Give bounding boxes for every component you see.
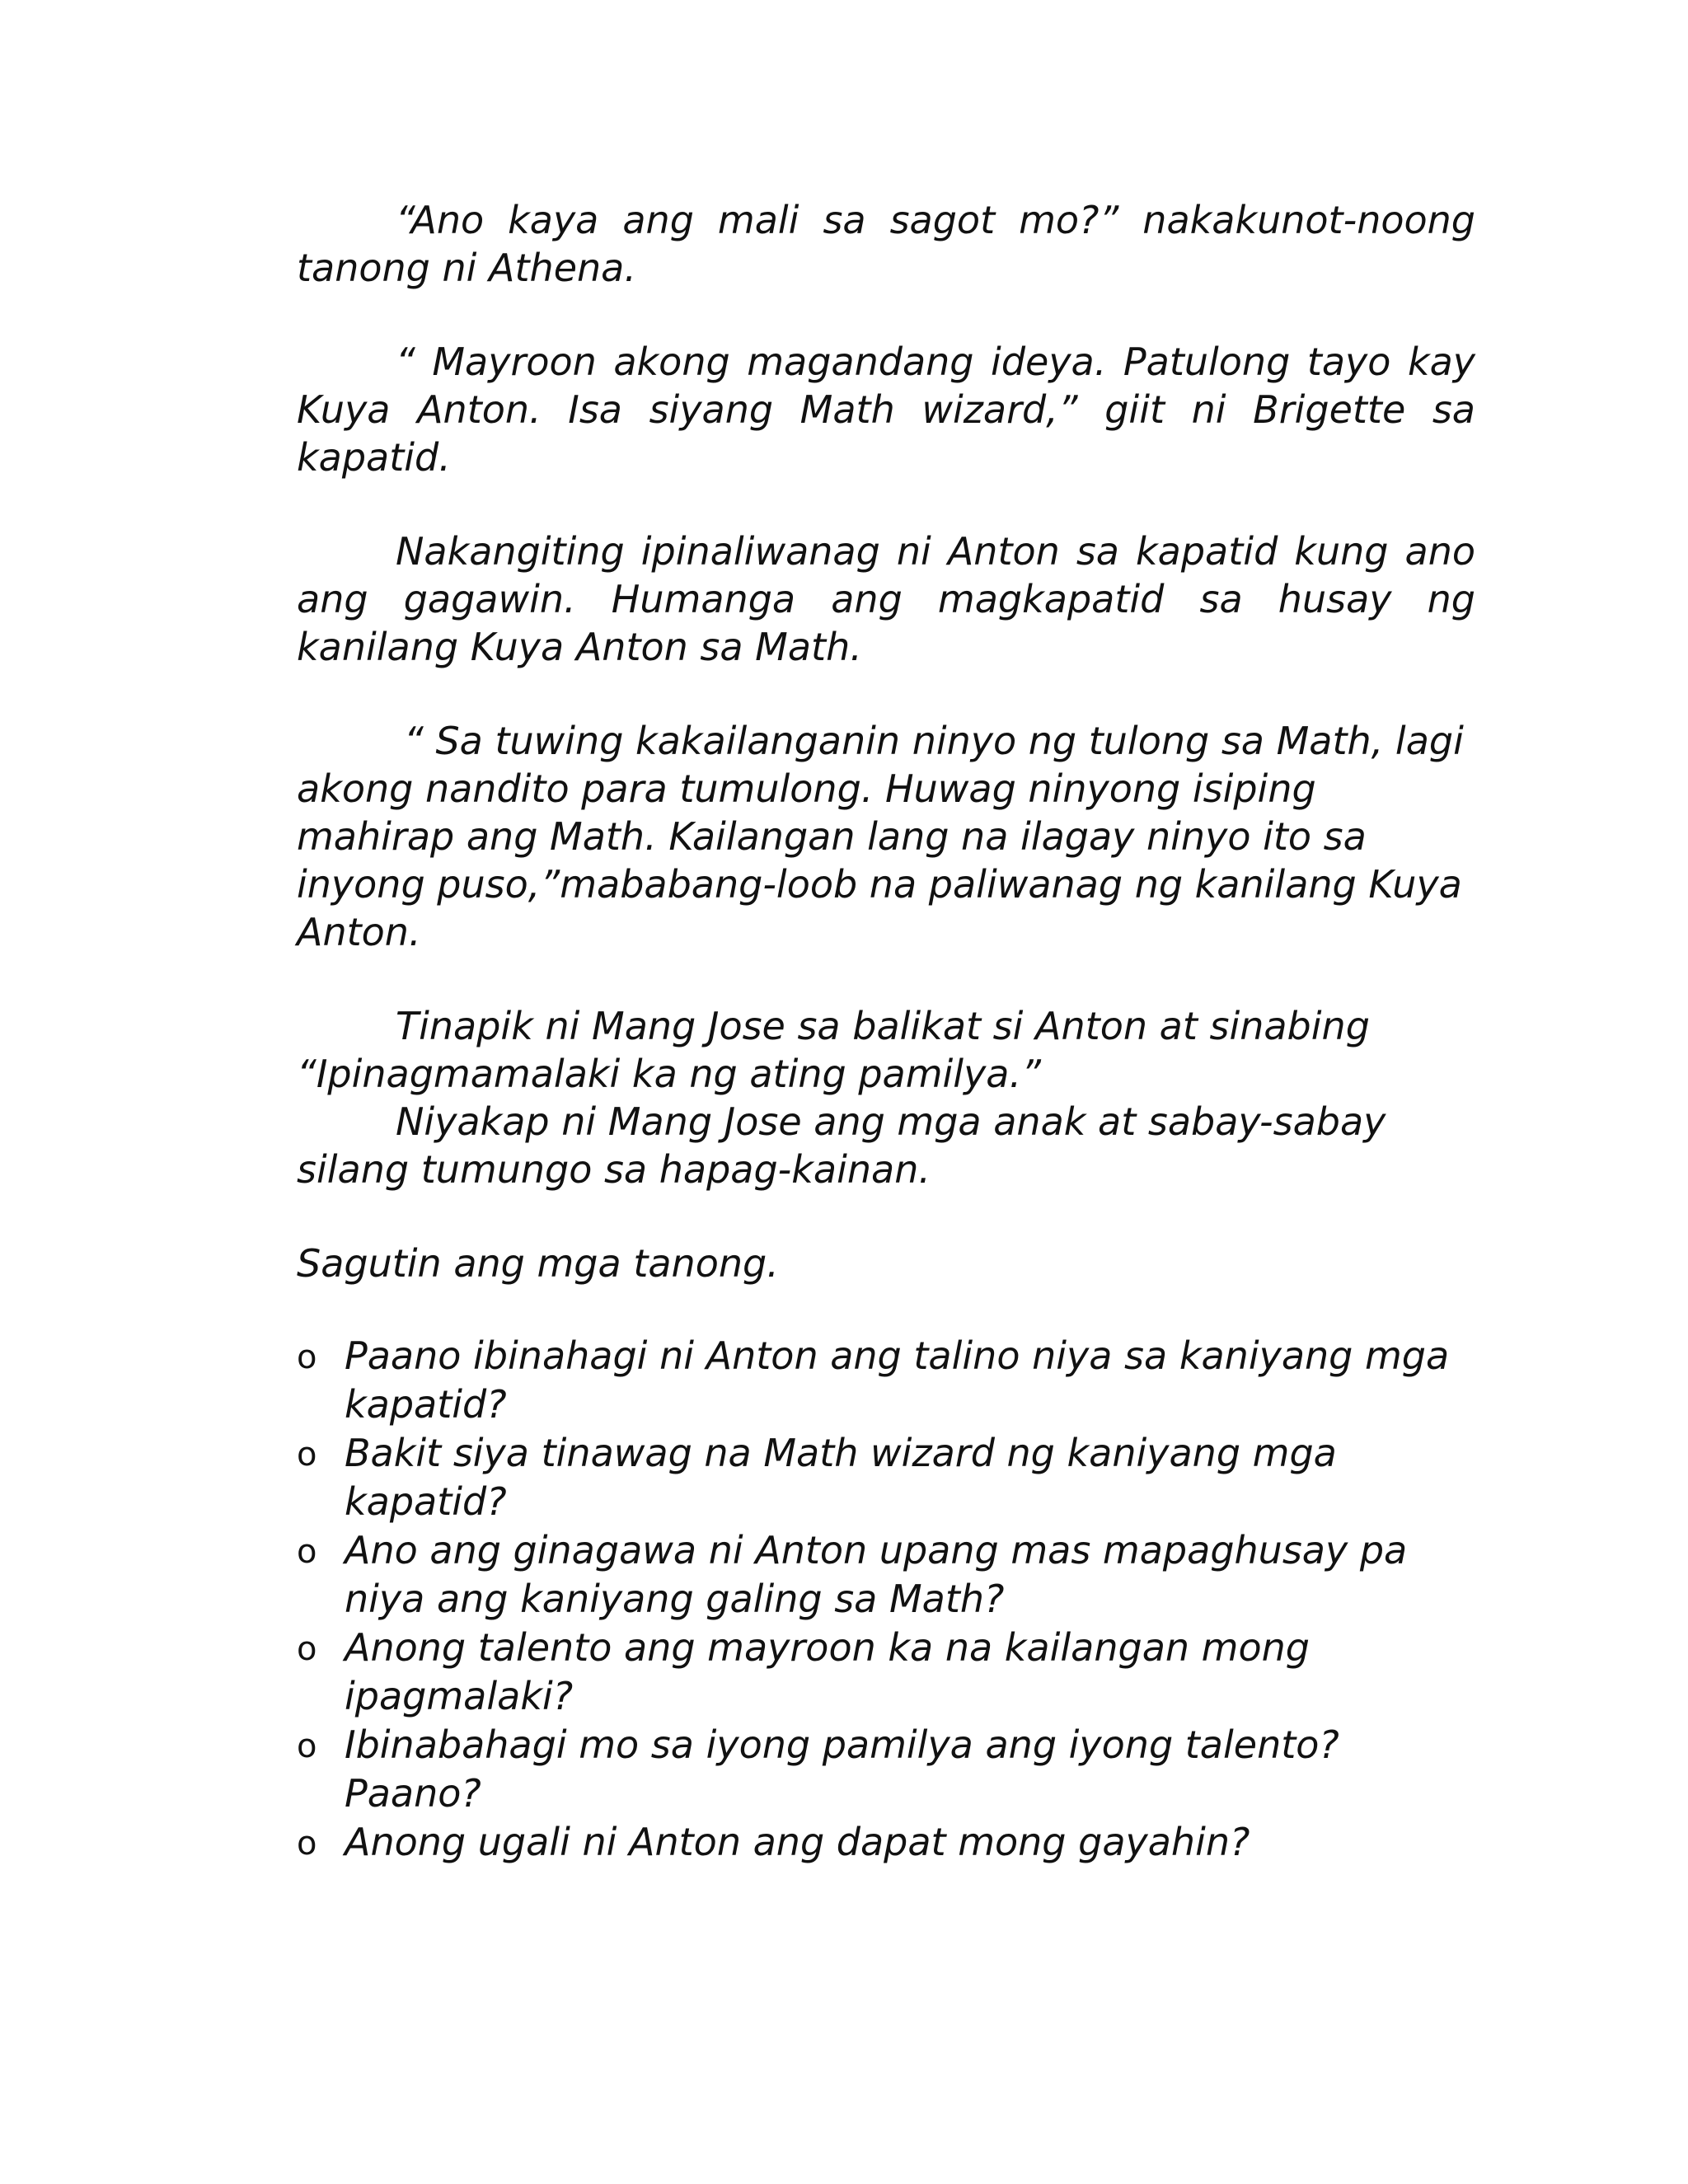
- paragraph-anton-explains: Nakangiting ipinaliwanag ni Anton sa kapatid kung ano ang gagawin. Humanga ang magkapatid sa husay ng kanilang Kuya Anton sa Math.: [297, 529, 1475, 669]
- bullet-circle-icon: o: [297, 1436, 317, 1474]
- bullet-circle-icon: o: [297, 1825, 317, 1863]
- question-text: Bakit siya tinawag na Math wizard ng kaniyang mga kapatid?: [345, 1431, 1337, 1524]
- document-body: [297, 196, 1475, 1867]
- question-text: Ibinabahagi mo sa iyong pamilya ang iyong talento? Paano?: [345, 1722, 1339, 1816]
- question-text: Ano ang ginagawa ni Anton upang mas mapaghusay pa niya ang kaniyang galing sa Math?: [345, 1528, 1408, 1621]
- question-item: [297, 1526, 1475, 1624]
- paragraph-mang-jose-pat: Tinapik ni Mang Jose sa balikat si Anton at sinabing “Ipinagmamalaki ka ng ating pamilya.”: [297, 1004, 1370, 1096]
- bullet-circle-icon: o: [297, 1338, 317, 1376]
- question-text: Paano ibinahagi ni Anton ang talino niya sa kaniyang mga kapatid?: [345, 1333, 1450, 1427]
- paragraph-brigette-idea: “ Mayroon akong magandang ideya. Patulong tayo kay Kuya Anton. Isa siyang Math wizard,” giit ni Brigette sa kapatid.: [297, 340, 1475, 480]
- bullet-circle-icon: o: [297, 1727, 317, 1765]
- question-item: [297, 1721, 1475, 1818]
- question-item: [297, 1332, 1475, 1429]
- question-text: Anong talento ang mayroon ka na kailangan mong ipagmalaki?: [345, 1625, 1310, 1718]
- paragraph-athena-question: “Ano kaya ang mali sa sagot mo?” nakakunot-noong tanong ni Athena.: [297, 198, 1475, 290]
- question-text: Anong ugali ni Anton ang dapat mong gayahin?: [345, 1820, 1250, 1864]
- paragraph-family-dinner: Niyakap ni Mang Jose ang mga anak at sabay-sabay silang tumungo sa hapag-kainan.: [297, 1099, 1386, 1192]
- question-list: [297, 1332, 1475, 1867]
- question-item: [297, 1429, 1475, 1526]
- bullet-circle-icon: o: [297, 1630, 317, 1668]
- question-item: [297, 1818, 1475, 1867]
- bullet-circle-icon: o: [297, 1533, 317, 1571]
- instruction-heading: Sagutin ang mga tanong.: [297, 1241, 779, 1286]
- paragraph-anton-advice: “ Sa tuwing kakailanganin ninyo ng tulong sa Math, lagi akong nandito para tumulong. Huwag ninyong isiping mahirap ang Math. Kailangan lang na ilagay ninyo ito sa inyong puso,”mababang-loob na paliwanag ng kanilang Kuya Anton.: [297, 719, 1464, 954]
- question-item: [297, 1624, 1475, 1721]
